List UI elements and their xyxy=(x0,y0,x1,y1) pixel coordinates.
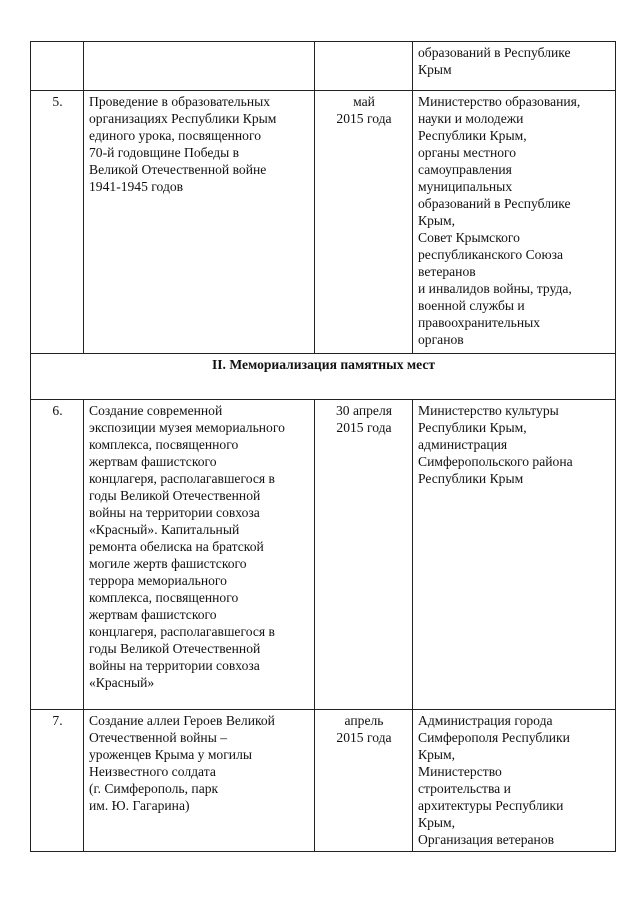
text-line: экспозиции музея мемориального xyxy=(89,420,285,435)
text-line: жертвам фашистского xyxy=(89,454,217,469)
text-line: строительства и xyxy=(418,781,511,796)
text-line: единого урока, посвященного xyxy=(89,128,261,143)
event-description xyxy=(84,42,315,91)
text-line: (г. Симферополь, парк xyxy=(89,781,219,796)
text-line: органов xyxy=(418,332,464,347)
text-line: Администрация города xyxy=(418,713,553,728)
text-line: Проведение в образовательных xyxy=(89,94,271,109)
text-line: Республики Крым, xyxy=(418,128,527,143)
text-line: Крым, xyxy=(418,747,455,762)
text-line: концлагеря, располагавшегося в xyxy=(89,471,275,486)
text-line: 30 апреля xyxy=(336,403,392,418)
responsible-parties xyxy=(413,400,616,710)
row-number: 6. xyxy=(31,400,84,710)
text-line: Республики Крым, xyxy=(418,420,527,435)
text-line: республиканского Союза xyxy=(418,247,564,262)
text-line: Республики Крым xyxy=(418,471,524,486)
text-line: ветеранов xyxy=(418,264,476,279)
text-line: Создание современной xyxy=(89,403,223,418)
responsible-parties xyxy=(413,91,616,354)
text-line: 70-й годовщине Победы в xyxy=(89,145,240,160)
text-line: администрация xyxy=(418,437,508,452)
text-line: Создание аллеи Героев Великой xyxy=(89,713,275,728)
text-line: органы местного xyxy=(418,145,517,160)
text-line: войны на территории совхоза xyxy=(89,505,260,520)
table-row-7 xyxy=(31,710,616,852)
text-line: комплекса, посвященного xyxy=(89,590,239,605)
text-line: Крым, xyxy=(418,815,455,830)
text-line: муниципальных xyxy=(418,179,513,194)
text-line: образований в Республике xyxy=(418,45,571,60)
text-line: и инвалидов войны, труда, xyxy=(418,281,572,296)
text-line: уроженцев Крыма у могилы xyxy=(89,747,252,762)
text-line: годы Великой Отечественной xyxy=(89,488,261,503)
text-line: военной службы и xyxy=(418,298,525,313)
text-line: комплекса, посвященного xyxy=(89,437,239,452)
text-line: образований в Республике xyxy=(418,196,571,211)
text-line: ремонта обелиска на братской xyxy=(89,539,264,554)
row-number: 5. xyxy=(31,91,84,354)
event-date xyxy=(315,400,413,710)
text-line: Организация ветеранов xyxy=(418,832,555,847)
text-line: Крым, xyxy=(418,213,455,228)
responsible-parties xyxy=(413,42,616,91)
text-line: террора мемориального xyxy=(89,573,227,588)
text-line: Министерство культуры xyxy=(418,403,559,418)
table-row-6 xyxy=(31,400,616,710)
text-line: Неизвестного солдата xyxy=(89,764,216,779)
text-line: 2015 года xyxy=(336,111,392,126)
events-plan-table xyxy=(30,41,616,852)
table-row-continued xyxy=(31,42,616,91)
section-row xyxy=(31,354,616,400)
text-line: апрель xyxy=(344,713,384,728)
text-line: годы Великой Отечественной xyxy=(89,641,261,656)
text-line: Совет Крымского xyxy=(418,230,520,245)
row-number: 7. xyxy=(31,710,84,852)
event-date xyxy=(315,710,413,852)
text-line: Симферопольского района xyxy=(418,454,573,469)
text-line: архитектуры Республики xyxy=(418,798,564,813)
event-description xyxy=(84,400,315,710)
event-date xyxy=(315,91,413,354)
text-line: правоохранительных xyxy=(418,315,541,330)
text-line: Отечественной войны – xyxy=(89,730,228,745)
text-line: концлагеря, располагавшегося в xyxy=(89,624,275,639)
text-line: им. Ю. Гагарина) xyxy=(89,798,190,813)
text-line: Министерство образования, xyxy=(418,94,581,109)
text-line: жертвам фашистского xyxy=(89,607,217,622)
section-heading: II. Мемориализация памятных мест xyxy=(31,354,616,400)
table-body xyxy=(31,42,616,852)
text-line: май xyxy=(353,94,375,109)
text-line: «Красный». Капитальный xyxy=(89,522,240,537)
text-line: Великой Отечественной войне xyxy=(89,162,267,177)
event-date xyxy=(315,42,413,91)
text-line: 2015 года xyxy=(336,730,392,745)
text-line: 1941-1945 годов xyxy=(89,179,184,194)
text-line: науки и молодежи xyxy=(418,111,524,126)
text-line: могиле жертв фашистского xyxy=(89,556,247,571)
event-description xyxy=(84,91,315,354)
row-number xyxy=(31,42,84,91)
text-line: самоуправления xyxy=(418,162,512,177)
text-line: войны на территории совхоза xyxy=(89,658,260,673)
responsible-parties xyxy=(413,710,616,852)
event-description xyxy=(84,710,315,852)
text-line: Министерство xyxy=(418,764,502,779)
text-line: 2015 года xyxy=(336,420,392,435)
text-line: Симферополя Республики xyxy=(418,730,570,745)
text-line: «Красный» xyxy=(89,675,155,690)
table-row-5 xyxy=(31,91,616,354)
text-line: организациях Республики Крым xyxy=(89,111,277,126)
text-line: Крым xyxy=(418,62,452,77)
